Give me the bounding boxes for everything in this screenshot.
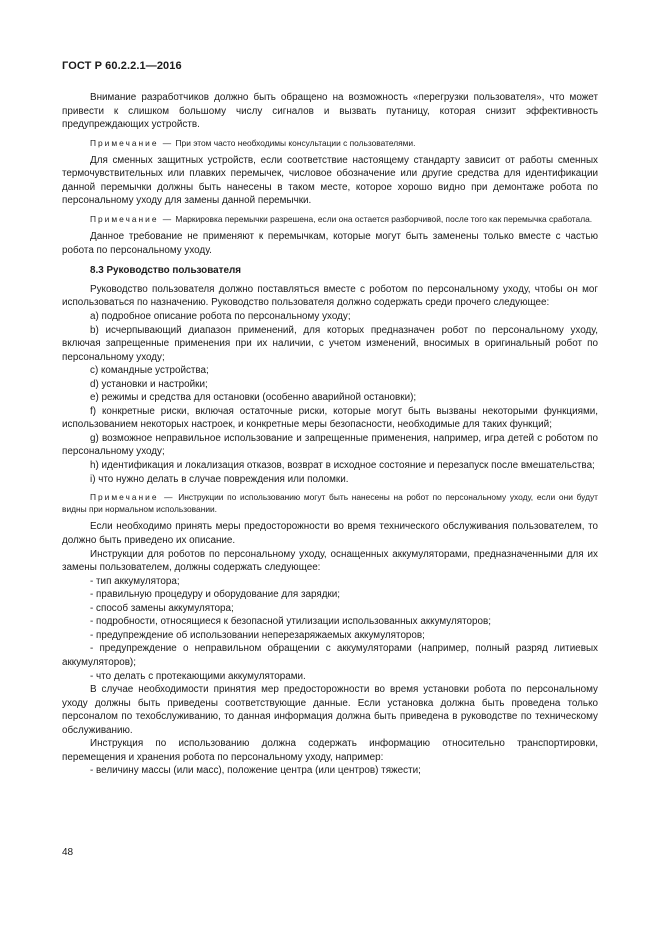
note-text: При этом часто необходимы консультации с пользователями. [175,137,416,148]
note [62,137,598,149]
list-item: i) что нужно делать в случае повреждения или поломки. [90,473,349,485]
list-item: c) командные устройства; [90,365,209,377]
paragraph: Инструкции для роботов по персональному уходу, оснащенных аккумуляторами, предназначенными для их замены пользователем, должны содержать следующее: [62,548,598,574]
paragraph: Внимание разработчиков должно быть обращено на возможность «перегрузки пользователя», что может привести к слишком большому числу сигналов и вызвать путаницу, которая снизит эффективность предупреждающих устройств. [62,92,598,131]
note [62,213,598,225]
page-number: 48 [62,847,74,858]
paragraph: Для сменных защитных устройств, если соответствие настоящему стандарту зависит от работы сменных термочувствительных или плавких перемычек, числовое обозначение или другие средства для идентификации данной перемычки должны быть нанесены в таком месте, которое хорошо видно при демонтаже робота по персональному уходу для замены данной перемычки. [62,154,598,207]
note-label: Примечание — [90,492,175,503]
list-item: d) установки и настройки; [90,378,208,390]
list-item: а) подробное описание робота по персональному уходу; [90,310,351,322]
list-item: - величину массы (или масс), положение центра (или центров) тяжести; [90,765,421,777]
note [62,491,598,515]
list-item: - что делать с протекающими аккумуляторами. [90,670,306,682]
list-item: - способ замены аккумулятора; [90,602,234,614]
paragraph: Если необходимо принять меры предосторожности во время технического обслуживания пользователем, то должно быть приведено их описание. [62,521,598,547]
list-item: - подробности, относящиеся к безопасной утилизации использованных аккумуляторов; [90,616,492,628]
standard-header: ГОСТ Р 60.2.2.1—2016 [62,60,182,72]
list-item: b) исчерпывающий диапазон применений, для которых предназначен робот по персональному уходу, включая запрещенные применения при их наличии, с учетом изменений, вносимых в оригинальный робот по персональному уходу; [62,324,598,363]
paragraph: Руководство пользователя должно поставляться вместе с роботом по персональному уходу, чтобы он мог использоваться по назначению. Руководство пользователя должно содержать среди прочего следующее: [62,283,598,309]
note-text: Инструкции по использованию могут быть нанесены на робот по персональному уходу, если они будут видны при нормальном использовании. [62,492,599,515]
list-item: - предупреждение об использовании неперезаряжаемых аккумуляторов; [90,629,425,641]
paragraph: Инструкция по использованию должна содержать информацию относительно транспортировки, перемещения и хранения робота по персональному уходу, например: [62,738,598,763]
list-item: h) идентификация и локализация отказов, возврат в исходное состояние и перезапуск после вмешательства; [90,459,595,471]
list-item: g) возможное неправильное использование и запрещенные применения, например, игра детей с роботом по персональному уходу; [62,432,598,458]
page-body [62,91,598,778]
section-heading: 8.3 Руководство пользователя [90,265,242,277]
list-item: f) конкретные риски, включая остаточные риски, которые могут быть вызваны некоторыми функциями, использованием некоторых настроек, и конкретные меры безопасности, необходимые для таких функций; [62,405,598,431]
note-text: Маркировка перемычки разрешена, если она остается разборчивой, после того как перемычка сработала. [175,214,593,225]
list-item: e) режимы и средства для остановки (особенно аварийной остановки); [90,392,417,404]
list-item: - тип аккумулятора; [90,575,180,587]
list-item: - предупреждение о неправильном обращении с аккумуляторами (например, полный разряд литиевых аккумуляторов); [62,643,598,668]
paragraph: Данное требование не применяют к перемычкам, которые могут быть заменены только вместе с частью робота по персональному уходу. [62,231,598,256]
paragraph: В случае необходимости принятия мер предосторожности во время установки робота по персональному уходу должны быть приведены соответствующие данные. Если установка должна быть проведена только персоналом по техобслуживанию, то данная информация должна быть приведена в руководстве по техническому обслуживанию. [62,684,598,736]
list-item: - правильную процедуру и оборудование для зарядки; [90,589,341,601]
note-label: Примечание — [90,137,174,148]
note-label: Примечание — [90,214,174,225]
